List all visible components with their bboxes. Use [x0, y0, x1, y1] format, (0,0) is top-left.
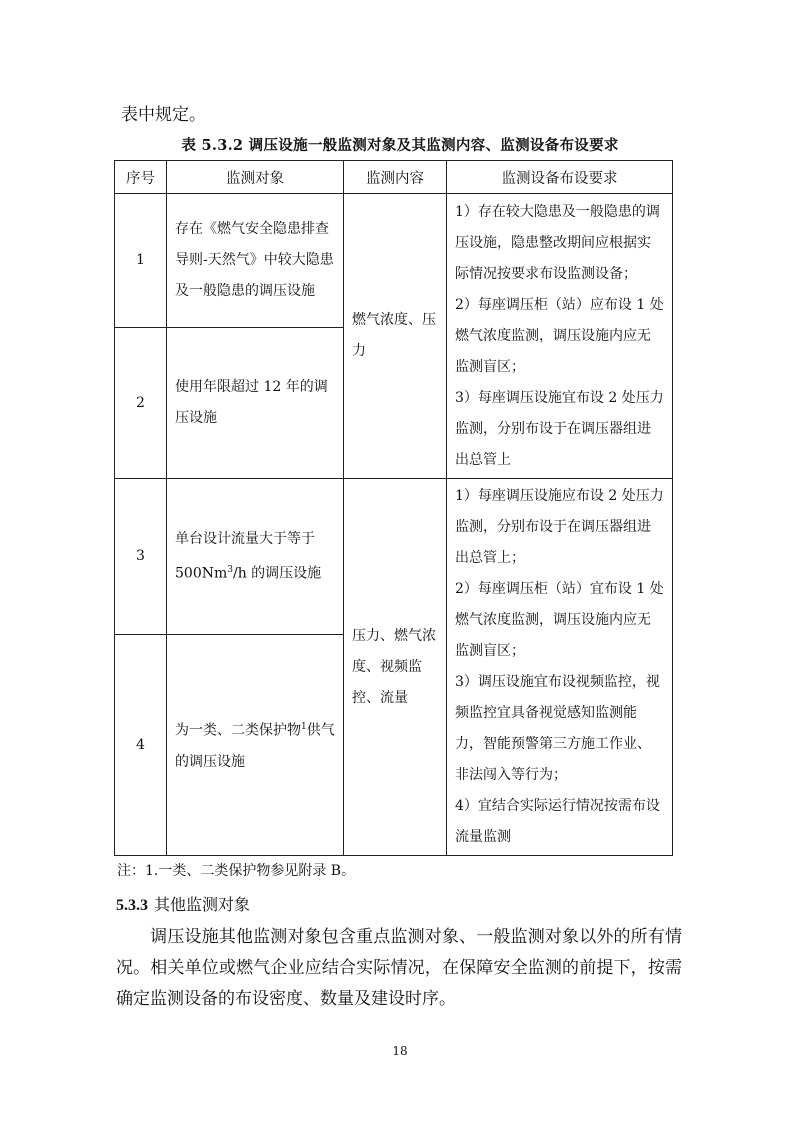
intro-text: 表中规定。 [121, 105, 206, 125]
page-number: 18 [392, 1044, 408, 1058]
requirement-item: 1）存在较大隐患及一般隐患的调压设施，隐患整改期间应根据实际情况按要求布设监测设备； [455, 203, 660, 282]
section-title: 其他监测对象 [154, 895, 251, 914]
table-note: 注：1.一类、二类保护物参见附录 B。 [117, 863, 356, 879]
superscript: 3 [227, 564, 233, 575]
header-requirement: 监测设备布设要求 [447, 161, 673, 194]
requirement-item: 4）宜结合实际运行情况按需布设流量监测 [455, 798, 660, 845]
monitoring-object [167, 479, 344, 635]
row-number: 1 [115, 194, 167, 328]
requirement-item: 2）每座调压柜（站）应布设 1 处燃气浓度监测，调压设施内应无监测盲区； [455, 296, 664, 375]
monitoring-content: 燃气浓度、压力 [344, 194, 447, 479]
requirement-item: 1）每座调压设施应布设 2 处压力监测，分别布设于在调压器组进出总管上； [455, 488, 664, 566]
object-text: 供气的调压设施 [175, 722, 335, 770]
row-number: 4 [115, 635, 167, 856]
monitoring-object: 使用年限超过 12 年的调压设施 [167, 328, 344, 479]
requirement-item: 2）每座调压柜（站）宜布设 1 处燃气浓度监测，调压设施内应无监测盲区； [455, 581, 664, 659]
requirement-item: 3）每座调压设施宜布设 2 处压力监测，分别布设于在调压器组进出总管上 [455, 389, 664, 468]
requirements-cell [447, 479, 673, 856]
requirements-cell [447, 194, 673, 479]
header-object: 监测对象 [167, 161, 344, 194]
row-number: 2 [115, 328, 167, 479]
body-paragraph [116, 922, 682, 1015]
table-header-row [115, 161, 673, 194]
section-number: 5.3.3 [116, 897, 148, 914]
table-row [115, 479, 673, 635]
table-row [115, 194, 673, 328]
monitoring-object: 存在《燃气安全隐患排查导则-天然气》中较大隐患及一般隐患的调压设施 [167, 194, 344, 328]
requirement-item: 3）调压设施宜布设视频监控，视频监控宜具备视觉感知监测能力，智能预警第三方施工作业、非法闯入等行为； [455, 674, 660, 783]
table-caption: 表 5.3.2 调压设施一般监测对象及其监测内容、监测设备布设要求 [181, 137, 619, 154]
monitoring-table [114, 160, 673, 856]
object-text: 为一类、二类保护物 [175, 722, 301, 739]
object-text: 单台设计流量大于等于 500Nm [175, 530, 315, 582]
monitoring-object [167, 635, 344, 856]
header-content: 监测内容 [344, 161, 447, 194]
monitoring-content: 压力、燃气浓度、视频监控、流量 [344, 479, 447, 856]
header-no: 序号 [115, 161, 167, 194]
superscript: 1 [301, 722, 307, 733]
paragraph-text: 调压设施其他监测对象包含重点监测对象、一般监测对象以外的所有情况。相关单位或燃气企业应结合实际情况，在保障安全监测的前提下，按需确定监测设备的布设密度、数量及建设时序。 [116, 927, 682, 1009]
row-number: 3 [115, 479, 167, 635]
object-text: /h 的调压设施 [232, 565, 322, 582]
section-heading [116, 892, 250, 915]
